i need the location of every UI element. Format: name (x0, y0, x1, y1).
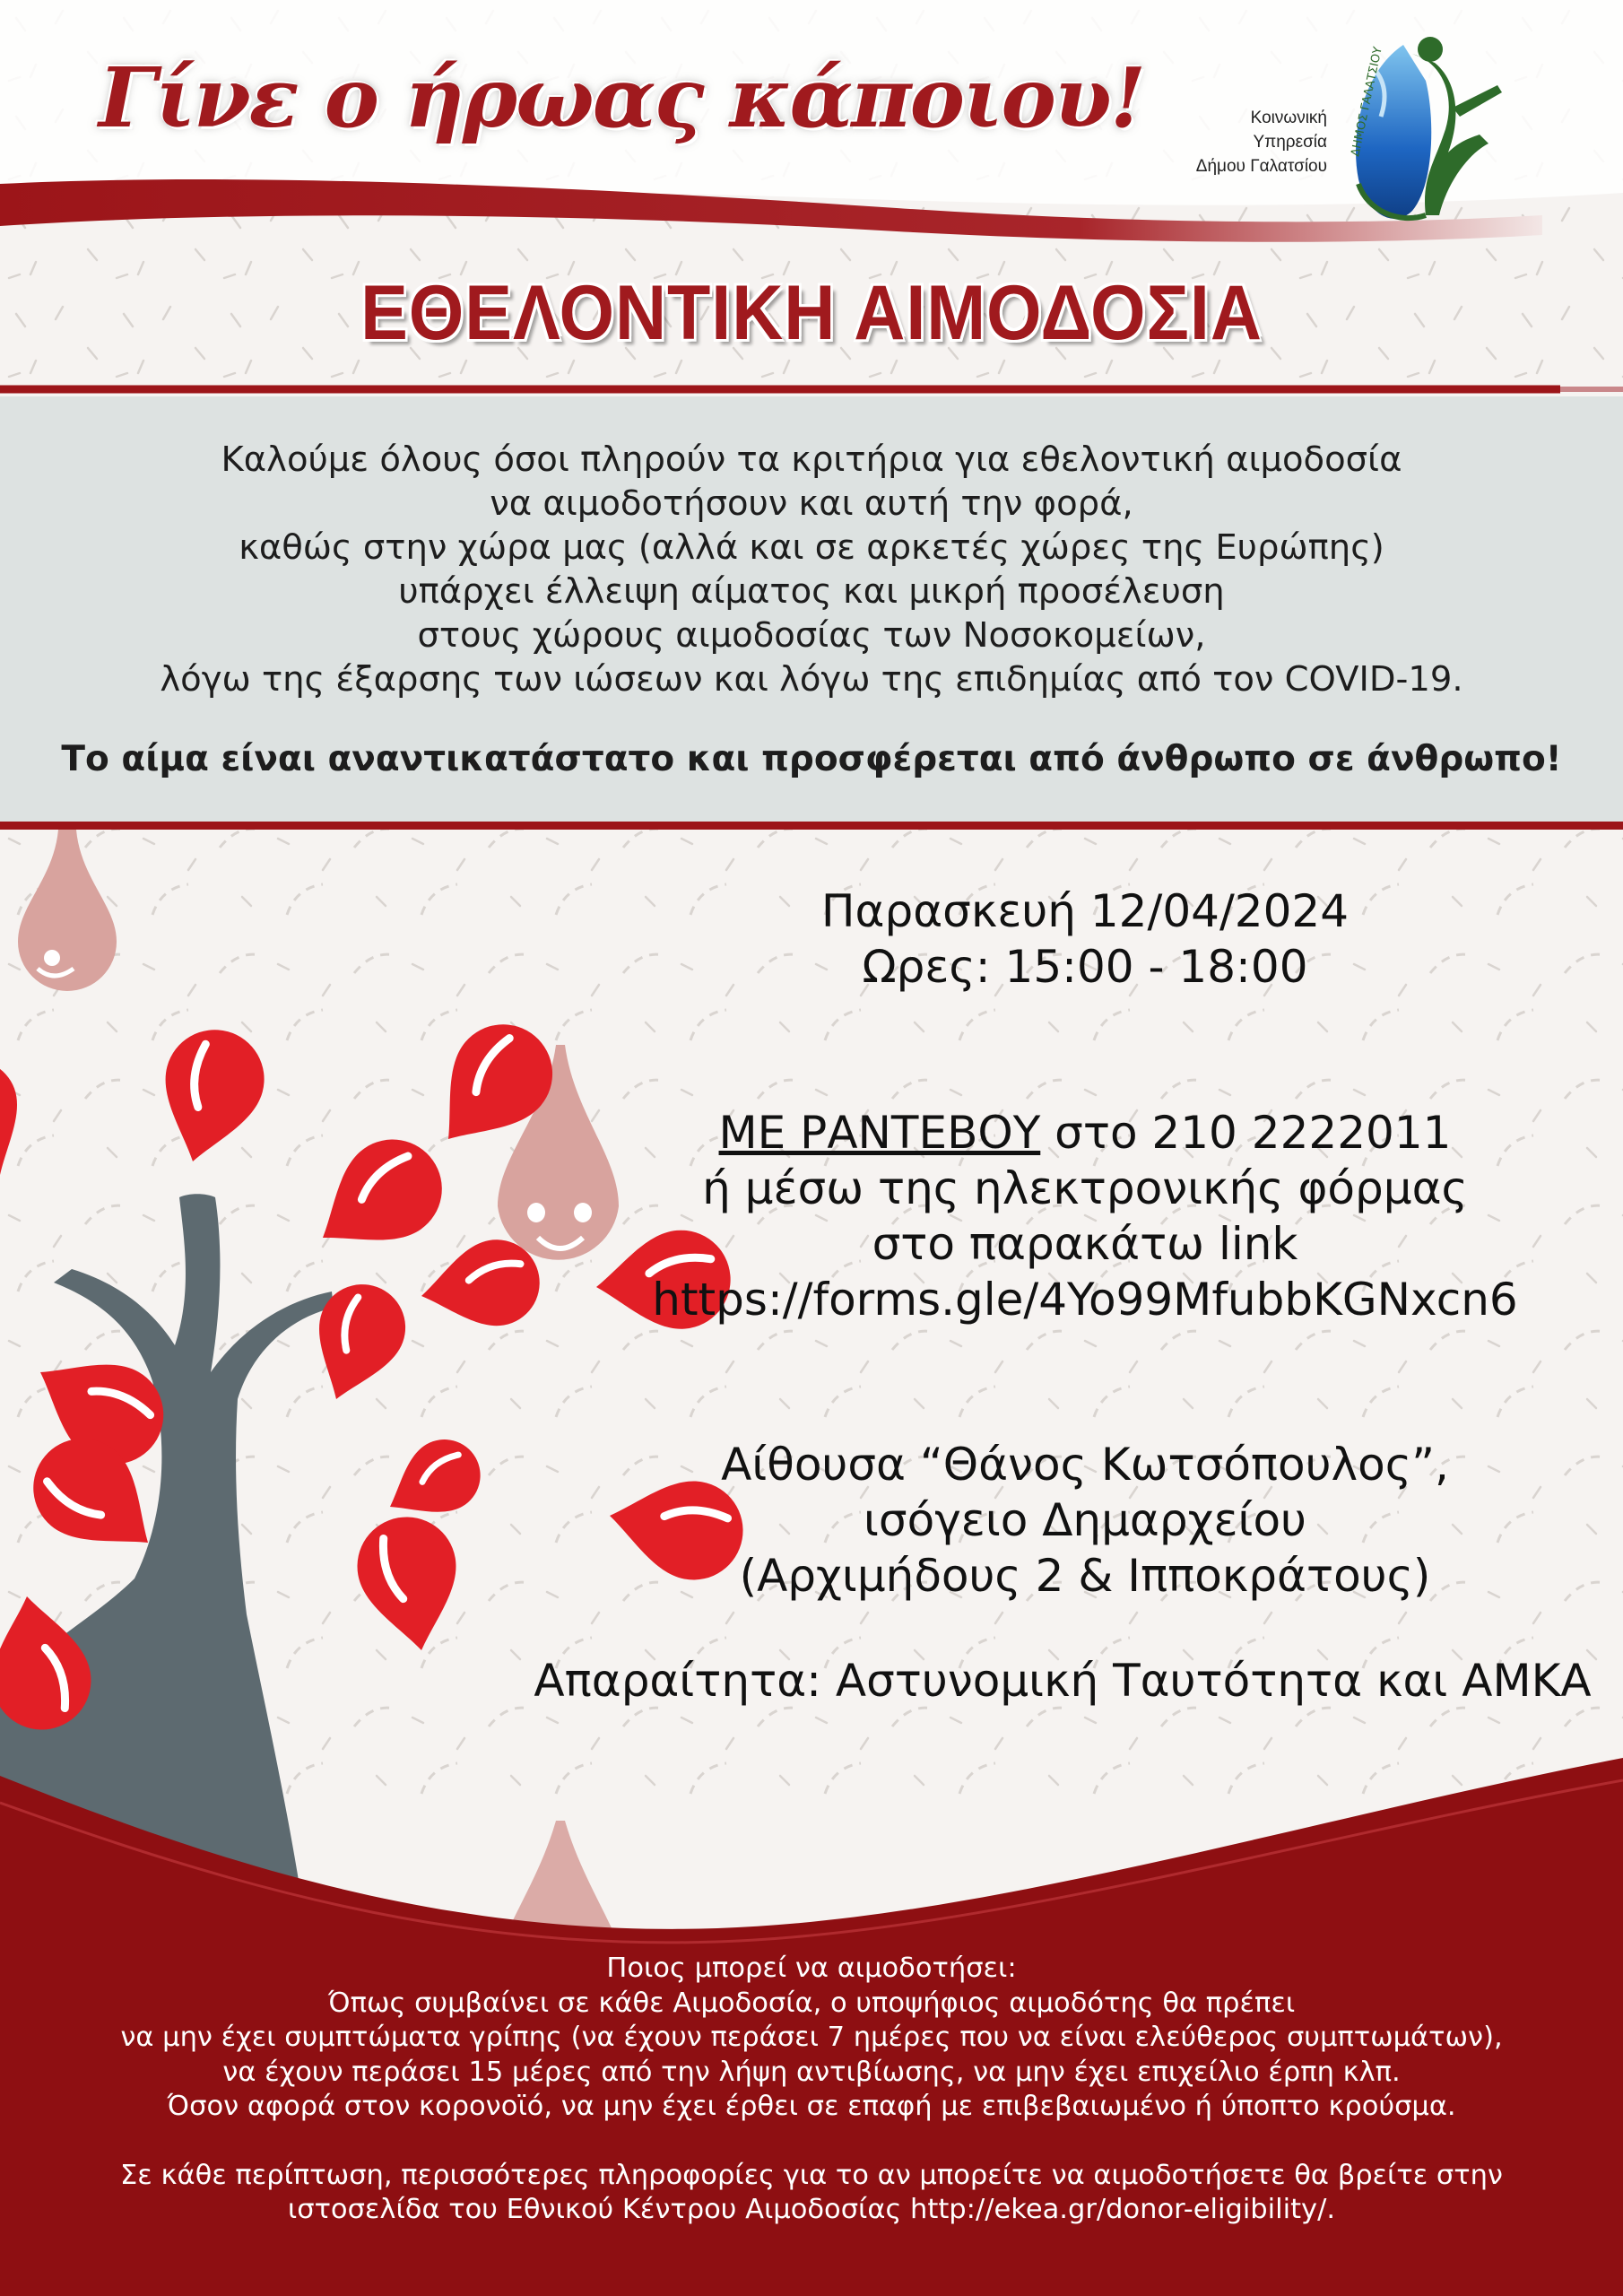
venue-line-3: (Αρχιμήδους 2 & Ιπποκράτους) (739, 1550, 1431, 1602)
intro-line: να αιμοδοτήσουν και αυτή την φορά, (490, 483, 1133, 524)
intro-line: στους χώρους αιμοδοσίας των Νοσοκομείων, (417, 615, 1206, 656)
contact-line-2: ή μέσω της ηλεκτρονικής φόρμας (702, 1162, 1468, 1214)
venue-line-2: ισόγειο Δημαρχείου (864, 1494, 1306, 1546)
venue-line-1: Αίθουσα “Θάνος Κωτσόπουλος”, (721, 1439, 1449, 1491)
phone-number[interactable]: στο 210 2222011 (1040, 1107, 1452, 1159)
spacer (0, 2125, 1623, 2159)
appointment-label: ΜΕ ΡΑΝΤΕΒΟΥ (718, 1107, 1041, 1159)
organization-line-2: Υπηρεσία (1253, 133, 1327, 152)
contact-line-3: στο παρακάτω link (872, 1218, 1298, 1270)
appointment-line (556, 1105, 1614, 1161)
eligibility-line: Ποιος μπορεί να αιμοδοτήσει: (606, 1952, 1017, 1984)
event-hours: Ωρες: 15:00 - 18:00 (862, 941, 1308, 993)
requirements: Απαραίτητα: Αστυνομική Ταυτότητα και ΑΜΚΑ (534, 1655, 1592, 1707)
eligibility-line: Όπως συμβαίνει σε κάθε Αιμοδοσία, ο υποψήφιος αιμοδότης θα πρέπει (327, 1987, 1296, 2019)
intro-line: καθώς στην χώρα μας (αλλά και σε αρκετές χώρες της Ευρώπης) (239, 527, 1384, 568)
intro-line: Καλούμε όλους όσοι πληρούν τα κριτήρια για εθελοντική αιμοδοσία (221, 439, 1402, 480)
eligibility-line: να έχουν περάσει 15 μέρες από την λήψη αντιβίωσης, να μην έχει επιχείλιο έρπη κλπ. (222, 2056, 1401, 2088)
more-info-line: Σε κάθε περίπτωση, περισσότερες πληροφορίες για το αν μπορείτε να αιμοδοτήσετε θα βρείτε στην (120, 2159, 1503, 2191)
emphasis-statement: Το αίμα είναι αναντικατάστατο και προσφέρεται από άνθρωπο σε άνθρωπο! (61, 739, 1562, 779)
intro-line: υπάρχει έλλειψη αίματος και μικρή προσέλευση (398, 571, 1225, 612)
intro-paragraph (0, 438, 1623, 701)
event-date: Παρασκευή 12/04/2024 (820, 885, 1350, 937)
contact-info (556, 1105, 1614, 1327)
slogan: Γίνε ο ήρωας κάποιου! (99, 49, 1145, 146)
page-title: ΕΘΕΛΟΝΤΙΚΗ ΑΙΜΟΔΟΣΙΑ (360, 270, 1263, 356)
registration-link[interactable]: https://forms.gle/4Yo99MfubbKGNxcn6 (652, 1274, 1518, 1326)
event-datetime (556, 883, 1614, 995)
more-info-line[interactable]: ιστοσελίδα του Εθνικού Κέντρου Αιμοδοσίας http://ekea.gr/donor-eligibility/. (287, 2194, 1336, 2225)
venue-info (556, 1437, 1614, 1604)
intro-line: λόγω της έξαρσης των ιώσεων και λόγω της επιδημίας από τον COVID-19. (160, 659, 1463, 700)
eligibility-line: Όσον αφορά στον κορονοϊό, να μην έχει έρθει σε επαφή με επιβεβαιωμένο ή ύποπτο κρούσμα. (167, 2091, 1456, 2122)
eligibility-info (0, 1952, 1623, 2228)
organization-label (1130, 106, 1327, 178)
logo-text: ΔΗΜΟΣ ΓΑΛΑΤΣΙΟΥ (1349, 45, 1385, 158)
organization-line-3: Δήμου Γαλατσίου (1195, 157, 1327, 176)
organization-line-1: Κοινωνική (1250, 109, 1327, 127)
eligibility-line: να μην έχει συμπτώματα γρίπης (να έχουν περάσει 7 ημέρες που να είναι ελεύθερος συμπτωμάτων), (120, 2022, 1503, 2053)
